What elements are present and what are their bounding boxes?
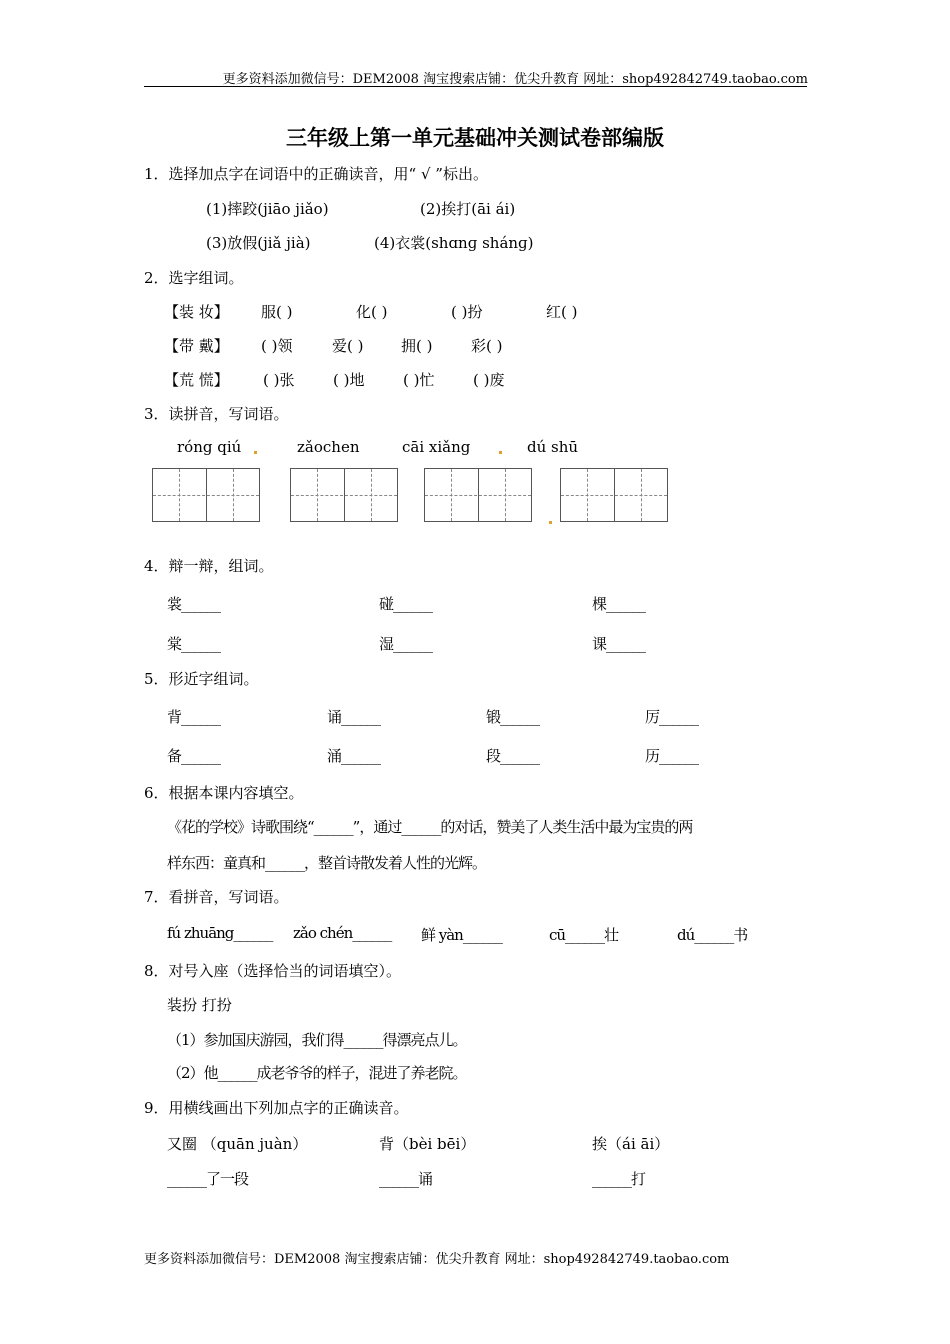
- q9-item: 又圈 （quān juàn）: [167, 1135, 308, 1153]
- q2-stem: 2．选字组词。: [144, 269, 244, 287]
- q7-item: 鲜 yàn______: [421, 926, 502, 944]
- q6-line2: 样东西：童真和______，整首诗散发着人性的光辉。: [167, 854, 487, 872]
- q7-item: cū______壮: [549, 926, 619, 944]
- q7-stem: 7．看拼音，写词语。: [144, 888, 289, 906]
- q3-pinyin: dú shū: [527, 438, 579, 456]
- q2-row3-item: ( )地: [333, 371, 365, 389]
- q9-item: 挨（ái āi）: [592, 1135, 670, 1153]
- q5-item: 诵______: [327, 708, 381, 726]
- q2-row1-item: ( )扮: [451, 303, 483, 321]
- q2-row2-item: 拥( ): [401, 337, 433, 355]
- q5-item: 锻______: [486, 708, 540, 726]
- q4-item: 棠______: [167, 635, 221, 653]
- q1-stem: 1．选择加点字在词语中的正确读音，用“ √ ”标出。: [144, 165, 488, 183]
- q2-row1-item: 化( ): [356, 303, 388, 321]
- q2-row3-item: ( )张: [263, 371, 295, 389]
- q9-item: 背（bèi bēi）: [379, 1135, 476, 1153]
- q9-blank: ______诵: [379, 1170, 433, 1188]
- q7-item: fú zhuāng______: [167, 924, 273, 942]
- q5-item: 涌______: [327, 747, 381, 765]
- q5-item: 背______: [167, 708, 221, 726]
- q2-row2-item: 彩( ): [471, 337, 503, 355]
- q5-stem: 5．形近字组词。: [144, 670, 259, 688]
- q5-item: 历______: [645, 747, 699, 765]
- q9-blank: ______打: [592, 1170, 646, 1188]
- q4-item: 棵______: [592, 595, 646, 613]
- q7-item: zǎo chén______: [293, 924, 392, 942]
- q5-item: 段______: [486, 747, 540, 765]
- q8-word-options: 装扮 打扮: [167, 996, 232, 1014]
- q7-item: dú______书: [677, 926, 748, 944]
- writing-grid[interactable]: [560, 468, 668, 522]
- q8-sentence-2: （2）他______成老爷爷的样子，混进了养老院。: [167, 1064, 467, 1082]
- q9-stem: 9．用横线画出下列加点字的正确读音。: [144, 1099, 409, 1117]
- q2-row2-item: 爱( ): [332, 337, 364, 355]
- q9-blank: ______了一段: [167, 1170, 249, 1188]
- q1-item-c: (3)放假(jiǎ jià): [206, 234, 311, 252]
- q2-row3-item: ( )废: [473, 371, 505, 389]
- orange-dot-mark: [254, 451, 257, 454]
- q3-pinyin: róng qiú: [177, 438, 242, 456]
- q1-item-d: (4)衣裳(shɑnɡ shánɡ): [374, 234, 534, 252]
- q3-pinyin: cāi xiǎng: [402, 438, 471, 456]
- q3-pinyin: zǎochen: [297, 438, 360, 456]
- page-footer: 更多资料添加微信号：DEM2008 淘宝搜索店铺：优尖升教育 网址：shop492842749.taobao.com: [144, 1252, 730, 1267]
- writing-grid[interactable]: [152, 468, 260, 522]
- q2-row1-item: 服( ): [261, 303, 293, 321]
- q6-stem: 6．根据本课内容填空。: [144, 784, 304, 802]
- page-title: 三年级上第一单元基础冲关测试卷部编版: [286, 125, 664, 150]
- q2-row3-item: ( )忙: [403, 371, 435, 389]
- q5-item: 备______: [167, 747, 221, 765]
- writing-grid[interactable]: [290, 468, 398, 522]
- q1-item-a: (1)摔跤(jiāo jiǎo): [206, 200, 329, 218]
- q2-row2-label: 【带 戴】: [164, 337, 229, 355]
- page-header: 更多资料添加微信号：DEM2008 淘宝搜索店铺：优尖升教育 网址：shop492842749.taobao.com: [222, 72, 808, 87]
- q1-item-b: (2)挨打(āi ái): [420, 200, 516, 218]
- q4-item: 碰______: [379, 595, 433, 613]
- q5-item: 厉______: [645, 708, 699, 726]
- q2-row2-item: ( )领: [261, 337, 293, 355]
- writing-grid[interactable]: [424, 468, 532, 522]
- q4-item: 裳______: [167, 595, 221, 613]
- orange-dot-mark: [549, 521, 552, 524]
- q4-stem: 4．辩一辩，组词。: [144, 557, 274, 575]
- q4-item: 湿______: [379, 635, 433, 653]
- q2-row3-label: 【荒 慌】: [164, 371, 229, 389]
- header-rule: [144, 86, 807, 87]
- q8-stem: 8．对号入座（选择恰当的词语填空）。: [144, 962, 402, 980]
- q3-stem: 3．读拼音，写词语。: [144, 405, 289, 423]
- q2-row1-label: 【装 妆】: [164, 303, 229, 321]
- q8-sentence-1: （1）参加国庆游园，我们得______得漂亮点儿。: [167, 1031, 467, 1049]
- q6-line1: 《花的学校》诗歌围绕“______”，通过______的对话，赞美了人类生活中最为宝贵的两: [167, 818, 693, 836]
- q4-item: 课______: [592, 635, 646, 653]
- q2-row1-item: 红( ): [546, 303, 578, 321]
- orange-dot-mark: [499, 451, 502, 454]
